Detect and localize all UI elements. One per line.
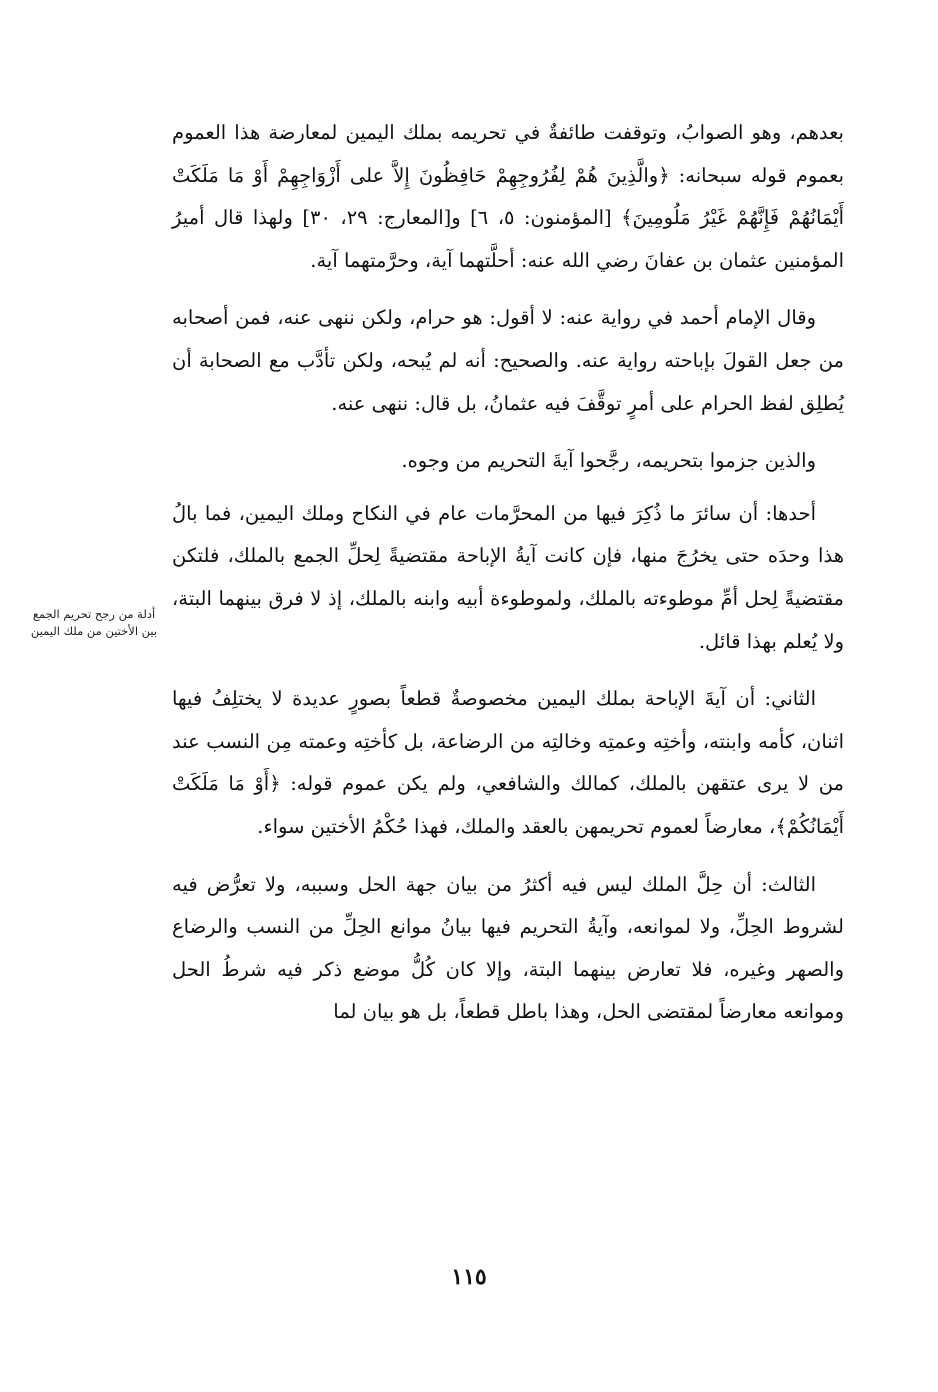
paragraph-4: أحدها: أن سائرَ ما ذُكِرَ فيها من المحرَّمات عام في النكاح وملك اليمين، فما بالُ هذا وحدَه حتى يخرُجَ منها، فإن كانت آيةُ الإباحة مقتضيةً لِحلِّ الجمع بالملك، فلتكن مقتضيةً لِحل أمِّ موطوءته بالملك، ولموطوءة أبيه وابنه بالملك، إذ لا فرق بينهما البتة، ولا يُعلم بهذا قائل.: [172, 501, 844, 653]
main-text: [172, 112, 844, 1034]
paragraph-5: الثاني: أن آيةَ الإباحة بملك اليمين مخصوصةٌ قطعاً بصورٍ عديدة لا يختلِفُ فيها اثنان، كأمه وابنته، وأختِه وعمتِه وخالتِه من الرضاعة، بل كأختِه وعمته مِن النسب عند من لا يرى عتقهن بالملك، كمالك والشافعي، ولم يكن عموم قوله: ﴿أَوْ مَا مَلَكَتْ أَيْمَانُكُمْ﴾، معارضاً لعموم تحريمهن بالعقد والملك، فهذا حُكْمُ الأختين سواء.: [172, 687, 844, 838]
paragraph-2: وقال الإمام أحمد في رواية عنه: لا أقول: هو حرام، ولكن ننهى عنه، فمن أصحابه من جعل القولَ بإباحته رواية عنه. والصحيح: أنه لم يُبحه، ولكن تأدَّب مع الصحابة أن يُطلِق لفظ الحرام على أمرٍ توقَّفَ فيه عثمانُ، بل قال: ننهى عنه.: [172, 306, 844, 415]
margin-note: أدلة من رجح تحريم الجمع بين الأختين من ملك اليمين: [30, 607, 158, 638]
page-number: ١١٥: [451, 1264, 487, 1290]
paragraph-1: بعدهم، وهو الصوابُ، وتوقفت طائفةٌ في تحريمه بملك اليمين لمعارضة هذا العموم بعموم قوله سبحانه: ﴿والَّذِينَ هُمْ لِفُرُوجِهِمْ حَافِظُونَ إِلاَّ على أَزْوَاجِهِمْ أَوْ مَا مَلَكَتْ أَيْمَانُهُمْ فَإِنَّهُمْ غَيْرُ مَلُومِينَ﴾ [المؤمنون: ٥، ٦] و[المعارج: ٢٩، ٣٠] ولهذا قال أميرُ المؤمنين عثمان بن عفانَ رضي الله عنه: أحلَّتهما آية، وحرَّمتهما آية.: [172, 121, 844, 272]
paragraph-3: والذين جزموا بتحريمه، رجَّحوا آيةَ التحريم من وجوه.: [401, 449, 816, 473]
paragraph-6: الثالث: أن حِلَّ الملك ليس فيه أكثرُ من بيان جهة الحل وسببه، ولا تعرُّض فيه لشروط الحِلِّ، ولا لموانعه، وآيةُ التحريم فيها بيانُ موانع الحِلِّ من النسب والرضاع والصهر وغيره، فلا تعارض بينهما البتة، وإلا كان كُلُّ موضع ذكر فيه شرطُ الحل وموانعه معارضاً لمقتضى الحل، وهذا باطل قطعاً، بل هو بيان لما: [172, 872, 844, 1024]
